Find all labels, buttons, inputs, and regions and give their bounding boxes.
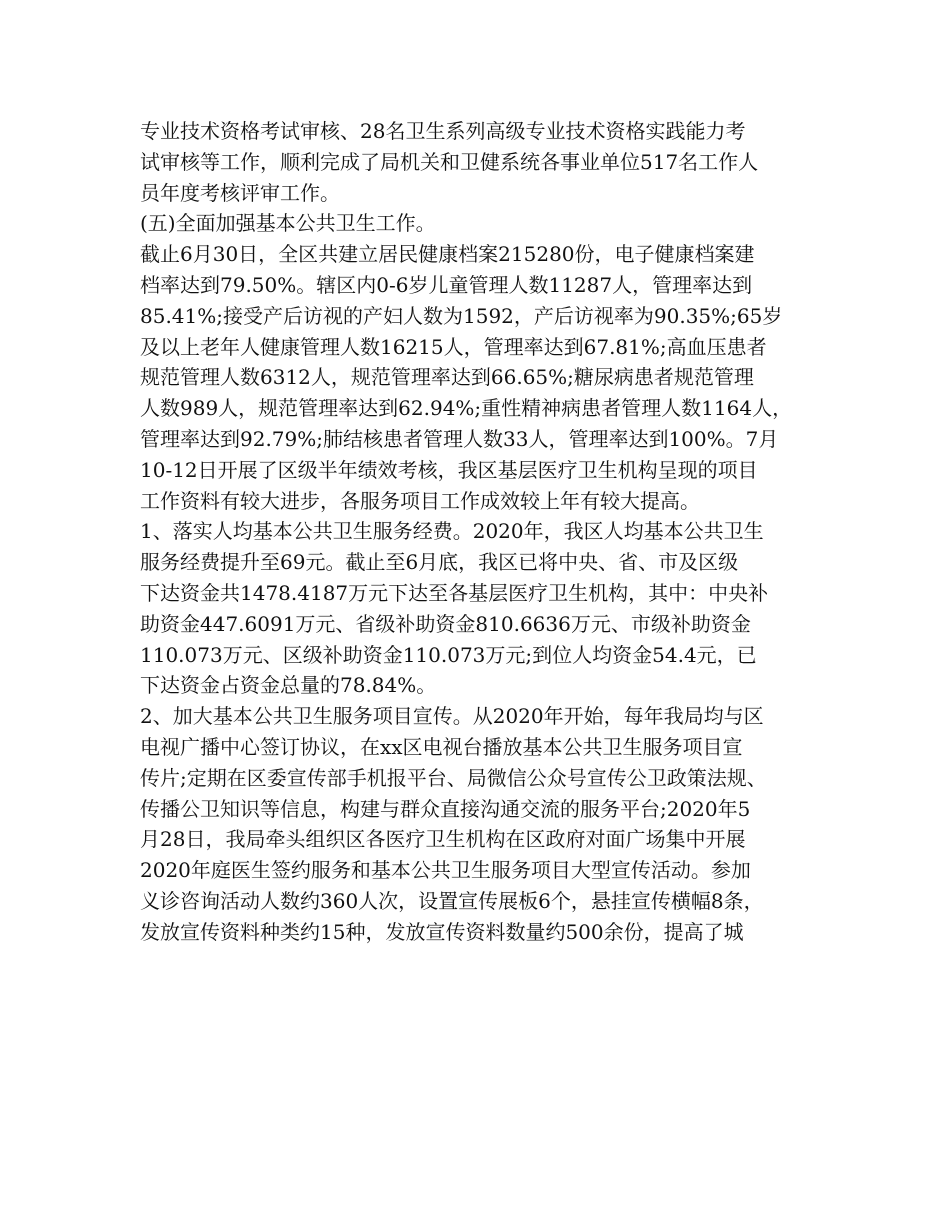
text-line: 规范管理人数6312人，规范管理率达到66.65%;糖尿病患者规范管理 — [140, 365, 754, 390]
text-line: 2020年庭医生签约服务和基本公共卫生服务项目大型宣传活动。参加 — [140, 858, 751, 883]
text-line: 发放宣传资料种类约15种，发放宣传资料数量约500余份，提高了城 — [140, 919, 744, 944]
text-line: 档率达到79.50%。辖区内0-6岁儿童管理人数11287人，管理率达到 — [140, 272, 753, 297]
text-line: 传片;定期在区委宣传部手机报平台、局微信公众号宣传公卫政策法规、 — [140, 765, 767, 790]
text-line: 人数989人，规范管理率达到62.94%;重性精神病患者管理人数1164人， — [140, 396, 793, 421]
text-line: 工作资料有较大进步，各服务项目工作成效较上年有较大提高。 — [140, 488, 700, 513]
text-line: 月28日，我局牵头组织区各医疗卫生机构在区政府对面广场集中开展 — [140, 827, 746, 852]
text-line: 10-12日开展了区级半年绩效考核，我区基层医疗卫生机构呈现的项目 — [140, 457, 758, 482]
body-text — [140, 116, 830, 948]
text-line: 服务经费提升至69元。截止至6月底，我区已将中央、省、市及区级 — [140, 550, 739, 575]
text-line: 义诊咨询活动人数约360人次，设置宣传展板6个，悬挂宣传横幅8条， — [140, 888, 764, 913]
text-line: 传播公卫知识等信息，构建与群众直接沟通交流的服务平台;2020年5 — [140, 796, 751, 821]
text-line: 助资金447.6091万元、省级补助资金810.6636万元、市级补助资金 — [140, 611, 751, 636]
text-line: 专业技术资格考试审核、28名卫生系列高级专业技术资格实践能力考 — [140, 119, 746, 143]
text-line: 1、落实人均基本公共卫生服务经费。2020年，我区人均基本公共卫生 — [140, 519, 764, 544]
text-line: 2、加大基本公共卫生服务项目宣传。从2020年开始，每年我局均与区 — [140, 704, 764, 729]
text-line: 试审核等工作，顺利完成了局机关和卫健系统各事业单位517名工作人 — [140, 149, 759, 174]
text-line: 及以上老年人健康管理人数16215人，管理率达到67.81%;高血压患者 — [140, 334, 767, 359]
text-line: 管理率达到92.79%;肺结核患者管理人数33人，管理率达到100%。7月 — [140, 426, 779, 451]
text-line: 下达资金共1478.4187万元下达至各基层医疗卫生机构，其中：中央补 — [140, 580, 769, 605]
text-line: 85.41%;接受产后访视的产妇人数为1592，产后访视率为90.35%;65岁 — [140, 303, 783, 328]
text-line: 截止6月30日，全区共建立居民健康档案215280份，电子健康档案建 — [140, 242, 755, 267]
text-line: 下达资金占资金总量的78.84%。 — [140, 673, 437, 698]
text-line: 110.073万元、区级补助资金110.073万元;到位人均资金54.4元，已 — [140, 642, 757, 667]
section-heading: (五)全面加强基本公共卫生工作。 — [140, 211, 436, 236]
text-line: 员年度考核评审工作。 — [140, 180, 340, 205]
text-line: 电视广播中心签订协议，在xx区电视台播放基本公共卫生服务项目宣 — [140, 734, 743, 759]
